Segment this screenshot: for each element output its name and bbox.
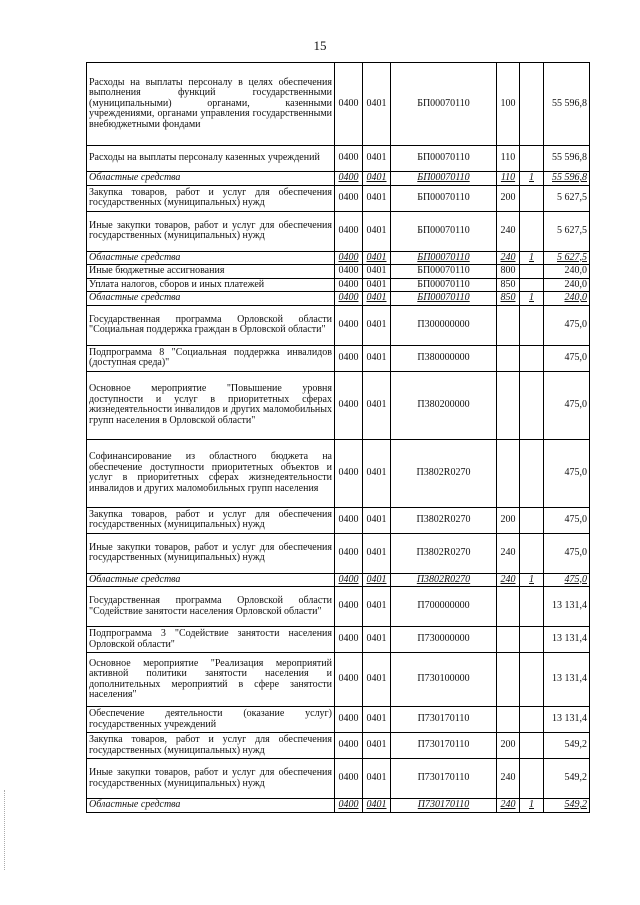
funding-source-cell xyxy=(520,265,544,279)
row-name-cell: Расходы на выплаты персоналу в целях обеспечения выполнения функций государственными (муниципальными) органами, казенными учреждениями, органами управления государственными внебюджетными фондами xyxy=(87,63,335,146)
amount-cell: 5 627,5 xyxy=(544,251,590,265)
target-article-cell: БП00070110 xyxy=(391,211,497,251)
section-code-cell: 0400 xyxy=(335,265,363,279)
row-name-cell: Уплата налогов, сборов и иных платежей xyxy=(87,278,335,292)
expense-type-cell xyxy=(497,587,520,627)
section-code-cell: 0400 xyxy=(335,251,363,265)
subsection-code-cell: 0401 xyxy=(363,63,391,146)
funding-source-cell xyxy=(520,211,544,251)
section-code-cell: 0400 xyxy=(335,185,363,211)
table-row xyxy=(87,371,590,439)
row-name-cell: Закупка товаров, работ и услуг для обеспечения государственных (муниципальных) нужд xyxy=(87,733,335,759)
section-code-cell: 0400 xyxy=(335,439,363,507)
table-row xyxy=(87,211,590,251)
funding-source-cell: 1 xyxy=(520,573,544,587)
amount-cell: 475,0 xyxy=(544,533,590,573)
subsection-code-cell: 0401 xyxy=(363,627,391,653)
target-article-cell: П3802R0270 xyxy=(391,507,497,533)
row-name-cell: Областные средства xyxy=(87,573,335,587)
funding-source-cell xyxy=(520,185,544,211)
table-row xyxy=(87,146,590,172)
row-name-cell: Государственная программа Орловской области "Содействие занятости населения Орловской области" xyxy=(87,587,335,627)
amount-cell: 549,2 xyxy=(544,759,590,799)
target-article-cell: БП00070110 xyxy=(391,63,497,146)
funding-source-cell: 1 xyxy=(520,251,544,265)
target-article-cell: П380200000 xyxy=(391,371,497,439)
expense-type-cell xyxy=(497,371,520,439)
subsection-code-cell: 0401 xyxy=(363,573,391,587)
target-article-cell: БП00070110 xyxy=(391,265,497,279)
table-row xyxy=(87,292,590,306)
target-article-cell: П3802R0270 xyxy=(391,573,497,587)
expense-type-cell xyxy=(497,305,520,345)
subsection-code-cell: 0401 xyxy=(363,251,391,265)
amount-cell: 13 131,4 xyxy=(544,627,590,653)
row-name-cell: Иные бюджетные ассигнования xyxy=(87,265,335,279)
section-code-cell: 0400 xyxy=(335,759,363,799)
section-code-cell: 0400 xyxy=(335,653,363,707)
section-code-cell: 0400 xyxy=(335,63,363,146)
expense-type-cell xyxy=(497,653,520,707)
subsection-code-cell: 0401 xyxy=(363,292,391,306)
table-row xyxy=(87,265,590,279)
amount-cell: 5 627,5 xyxy=(544,185,590,211)
amount-cell: 55 596,8 xyxy=(544,172,590,186)
row-name-cell: Государственная программа Орловской области "Социальная поддержка граждан в Орловской области" xyxy=(87,305,335,345)
expense-type-cell: 200 xyxy=(497,507,520,533)
section-code-cell: 0400 xyxy=(335,146,363,172)
table-row xyxy=(87,251,590,265)
section-code-cell: 0400 xyxy=(335,733,363,759)
section-code-cell: 0400 xyxy=(335,278,363,292)
funding-source-cell xyxy=(520,439,544,507)
target-article-cell: П730170110 xyxy=(391,707,497,733)
subsection-code-cell: 0401 xyxy=(363,345,391,371)
expense-type-cell xyxy=(497,707,520,733)
funding-source-cell xyxy=(520,278,544,292)
funding-source-cell xyxy=(520,507,544,533)
subsection-code-cell: 0401 xyxy=(363,799,391,813)
expense-type-cell: 240 xyxy=(497,533,520,573)
target-article-cell: П300000000 xyxy=(391,305,497,345)
amount-cell: 475,0 xyxy=(544,507,590,533)
target-article-cell: БП00070110 xyxy=(391,251,497,265)
funding-source-cell xyxy=(520,146,544,172)
section-code-cell: 0400 xyxy=(335,507,363,533)
table-row xyxy=(87,172,590,186)
expense-type-cell: 100 xyxy=(497,63,520,146)
target-article-cell: П3802R0270 xyxy=(391,533,497,573)
table-row xyxy=(87,278,590,292)
table-row xyxy=(87,507,590,533)
target-article-cell: БП00070110 xyxy=(391,278,497,292)
subsection-code-cell: 0401 xyxy=(363,211,391,251)
table-row xyxy=(87,733,590,759)
row-name-cell: Закупка товаров, работ и услуг для обеспечения государственных (муниципальных) нужд xyxy=(87,507,335,533)
target-article-cell: П730100000 xyxy=(391,653,497,707)
subsection-code-cell: 0401 xyxy=(363,533,391,573)
amount-cell: 549,2 xyxy=(544,733,590,759)
section-code-cell: 0400 xyxy=(335,573,363,587)
table-row xyxy=(87,439,590,507)
section-code-cell: 0400 xyxy=(335,799,363,813)
subsection-code-cell: 0401 xyxy=(363,587,391,627)
expense-type-cell: 200 xyxy=(497,733,520,759)
amount-cell: 240,0 xyxy=(544,265,590,279)
section-code-cell: 0400 xyxy=(335,627,363,653)
subsection-code-cell: 0401 xyxy=(363,146,391,172)
table-row xyxy=(87,185,590,211)
target-article-cell: П730170110 xyxy=(391,759,497,799)
row-name-cell: Обеспечение деятельности (оказание услуг) государственных учреждений xyxy=(87,707,335,733)
target-article-cell: П730170110 xyxy=(391,733,497,759)
row-name-cell: Закупка товаров, работ и услуг для обеспечения государственных (муниципальных) нужд xyxy=(87,185,335,211)
row-name-cell: Иные закупки товаров, работ и услуг для обеспечения государственных (муниципальных) нужд xyxy=(87,211,335,251)
amount-cell: 475,0 xyxy=(544,439,590,507)
row-name-cell: Основное мероприятие "Реализация мероприятий активной политики занятости населения и дополнительных мероприятий в сфере занятости населения" xyxy=(87,653,335,707)
funding-source-cell xyxy=(520,533,544,573)
target-article-cell: П700000000 xyxy=(391,587,497,627)
funding-source-cell xyxy=(520,345,544,371)
target-article-cell: БП00070110 xyxy=(391,146,497,172)
expense-type-cell: 850 xyxy=(497,292,520,306)
table-row xyxy=(87,799,590,813)
subsection-code-cell: 0401 xyxy=(363,507,391,533)
table-row xyxy=(87,587,590,627)
section-code-cell: 0400 xyxy=(335,292,363,306)
row-name-cell: Областные средства xyxy=(87,251,335,265)
table-row xyxy=(87,533,590,573)
amount-cell: 13 131,4 xyxy=(544,587,590,627)
amount-cell: 475,0 xyxy=(544,345,590,371)
amount-cell: 475,0 xyxy=(544,305,590,345)
target-article-cell: П380000000 xyxy=(391,345,497,371)
expense-type-cell: 240 xyxy=(497,759,520,799)
funding-source-cell xyxy=(520,371,544,439)
subsection-code-cell: 0401 xyxy=(363,265,391,279)
budget-table-body xyxy=(87,63,590,813)
funding-source-cell: 1 xyxy=(520,172,544,186)
expense-type-cell: 240 xyxy=(497,799,520,813)
row-name-cell: Иные закупки товаров, работ и услуг для обеспечения государственных (муниципальных) нужд xyxy=(87,759,335,799)
amount-cell: 475,0 xyxy=(544,371,590,439)
subsection-code-cell: 0401 xyxy=(363,371,391,439)
funding-source-cell xyxy=(520,305,544,345)
target-article-cell: БП00070110 xyxy=(391,292,497,306)
row-name-cell: Расходы на выплаты персоналу казенных учреждений xyxy=(87,146,335,172)
funding-source-cell xyxy=(520,587,544,627)
budget-table xyxy=(86,62,590,813)
amount-cell: 5 627,5 xyxy=(544,211,590,251)
subsection-code-cell: 0401 xyxy=(363,707,391,733)
expense-type-cell xyxy=(497,627,520,653)
funding-source-cell xyxy=(520,707,544,733)
table-row xyxy=(87,759,590,799)
amount-cell: 240,0 xyxy=(544,292,590,306)
target-article-cell: П730170110 xyxy=(391,799,497,813)
target-article-cell: БП00070110 xyxy=(391,172,497,186)
table-row xyxy=(87,345,590,371)
expense-type-cell xyxy=(497,439,520,507)
table-row xyxy=(87,707,590,733)
section-code-cell: 0400 xyxy=(335,707,363,733)
expense-type-cell xyxy=(497,345,520,371)
expense-type-cell: 110 xyxy=(497,172,520,186)
row-name-cell: Областные средства xyxy=(87,172,335,186)
expense-type-cell: 240 xyxy=(497,573,520,587)
table-row xyxy=(87,627,590,653)
subsection-code-cell: 0401 xyxy=(363,278,391,292)
table-row xyxy=(87,573,590,587)
funding-source-cell xyxy=(520,759,544,799)
section-code-cell: 0400 xyxy=(335,533,363,573)
subsection-code-cell: 0401 xyxy=(363,759,391,799)
scan-margin-marks xyxy=(4,790,7,870)
row-name-cell: Подпрограмма 3 "Содействие занятости населения Орловской области" xyxy=(87,627,335,653)
row-name-cell: Основное мероприятие "Повышение уровня доступности и услуг в приоритетных сферах жизнедеятельности инвалидов и других маломобильных групп населения в Орловской области" xyxy=(87,371,335,439)
row-name-cell: Областные средства xyxy=(87,292,335,306)
expense-type-cell: 850 xyxy=(497,278,520,292)
amount-cell: 475,0 xyxy=(544,573,590,587)
table-row xyxy=(87,653,590,707)
funding-source-cell: 1 xyxy=(520,292,544,306)
expense-type-cell: 240 xyxy=(497,251,520,265)
row-name-cell: Иные закупки товаров, работ и услуг для обеспечения государственных (муниципальных) нужд xyxy=(87,533,335,573)
table-row xyxy=(87,63,590,146)
expense-type-cell: 800 xyxy=(497,265,520,279)
subsection-code-cell: 0401 xyxy=(363,305,391,345)
amount-cell: 13 131,4 xyxy=(544,653,590,707)
page-number: 15 xyxy=(313,38,327,53)
section-code-cell: 0400 xyxy=(335,211,363,251)
row-name-cell: Областные средства xyxy=(87,799,335,813)
subsection-code-cell: 0401 xyxy=(363,172,391,186)
subsection-code-cell: 0401 xyxy=(363,185,391,211)
amount-cell: 240,0 xyxy=(544,278,590,292)
funding-source-cell: 1 xyxy=(520,799,544,813)
amount-cell: 55 596,8 xyxy=(544,146,590,172)
section-code-cell: 0400 xyxy=(335,305,363,345)
section-code-cell: 0400 xyxy=(335,345,363,371)
subsection-code-cell: 0401 xyxy=(363,733,391,759)
section-code-cell: 0400 xyxy=(335,587,363,627)
section-code-cell: 0400 xyxy=(335,172,363,186)
target-article-cell: П730000000 xyxy=(391,627,497,653)
expense-type-cell: 200 xyxy=(497,185,520,211)
subsection-code-cell: 0401 xyxy=(363,439,391,507)
amount-cell: 549,2 xyxy=(544,799,590,813)
target-article-cell: БП00070110 xyxy=(391,185,497,211)
expense-type-cell: 240 xyxy=(497,211,520,251)
expense-type-cell: 110 xyxy=(497,146,520,172)
amount-cell: 13 131,4 xyxy=(544,707,590,733)
row-name-cell: Софинансирование из областного бюджета на обеспечение доступности приоритетных объектов и услуг в приоритетных сферах жизнедеятельности инвалидов и других маломобильных групп населения xyxy=(87,439,335,507)
amount-cell: 55 596,8 xyxy=(544,63,590,146)
funding-source-cell xyxy=(520,733,544,759)
row-name-cell: Подпрограмма 8 "Социальная поддержка инвалидов (доступная среда)" xyxy=(87,345,335,371)
funding-source-cell xyxy=(520,63,544,146)
funding-source-cell xyxy=(520,653,544,707)
section-code-cell: 0400 xyxy=(335,371,363,439)
target-article-cell: П3802R0270 xyxy=(391,439,497,507)
table-row xyxy=(87,305,590,345)
funding-source-cell xyxy=(520,627,544,653)
subsection-code-cell: 0401 xyxy=(363,653,391,707)
